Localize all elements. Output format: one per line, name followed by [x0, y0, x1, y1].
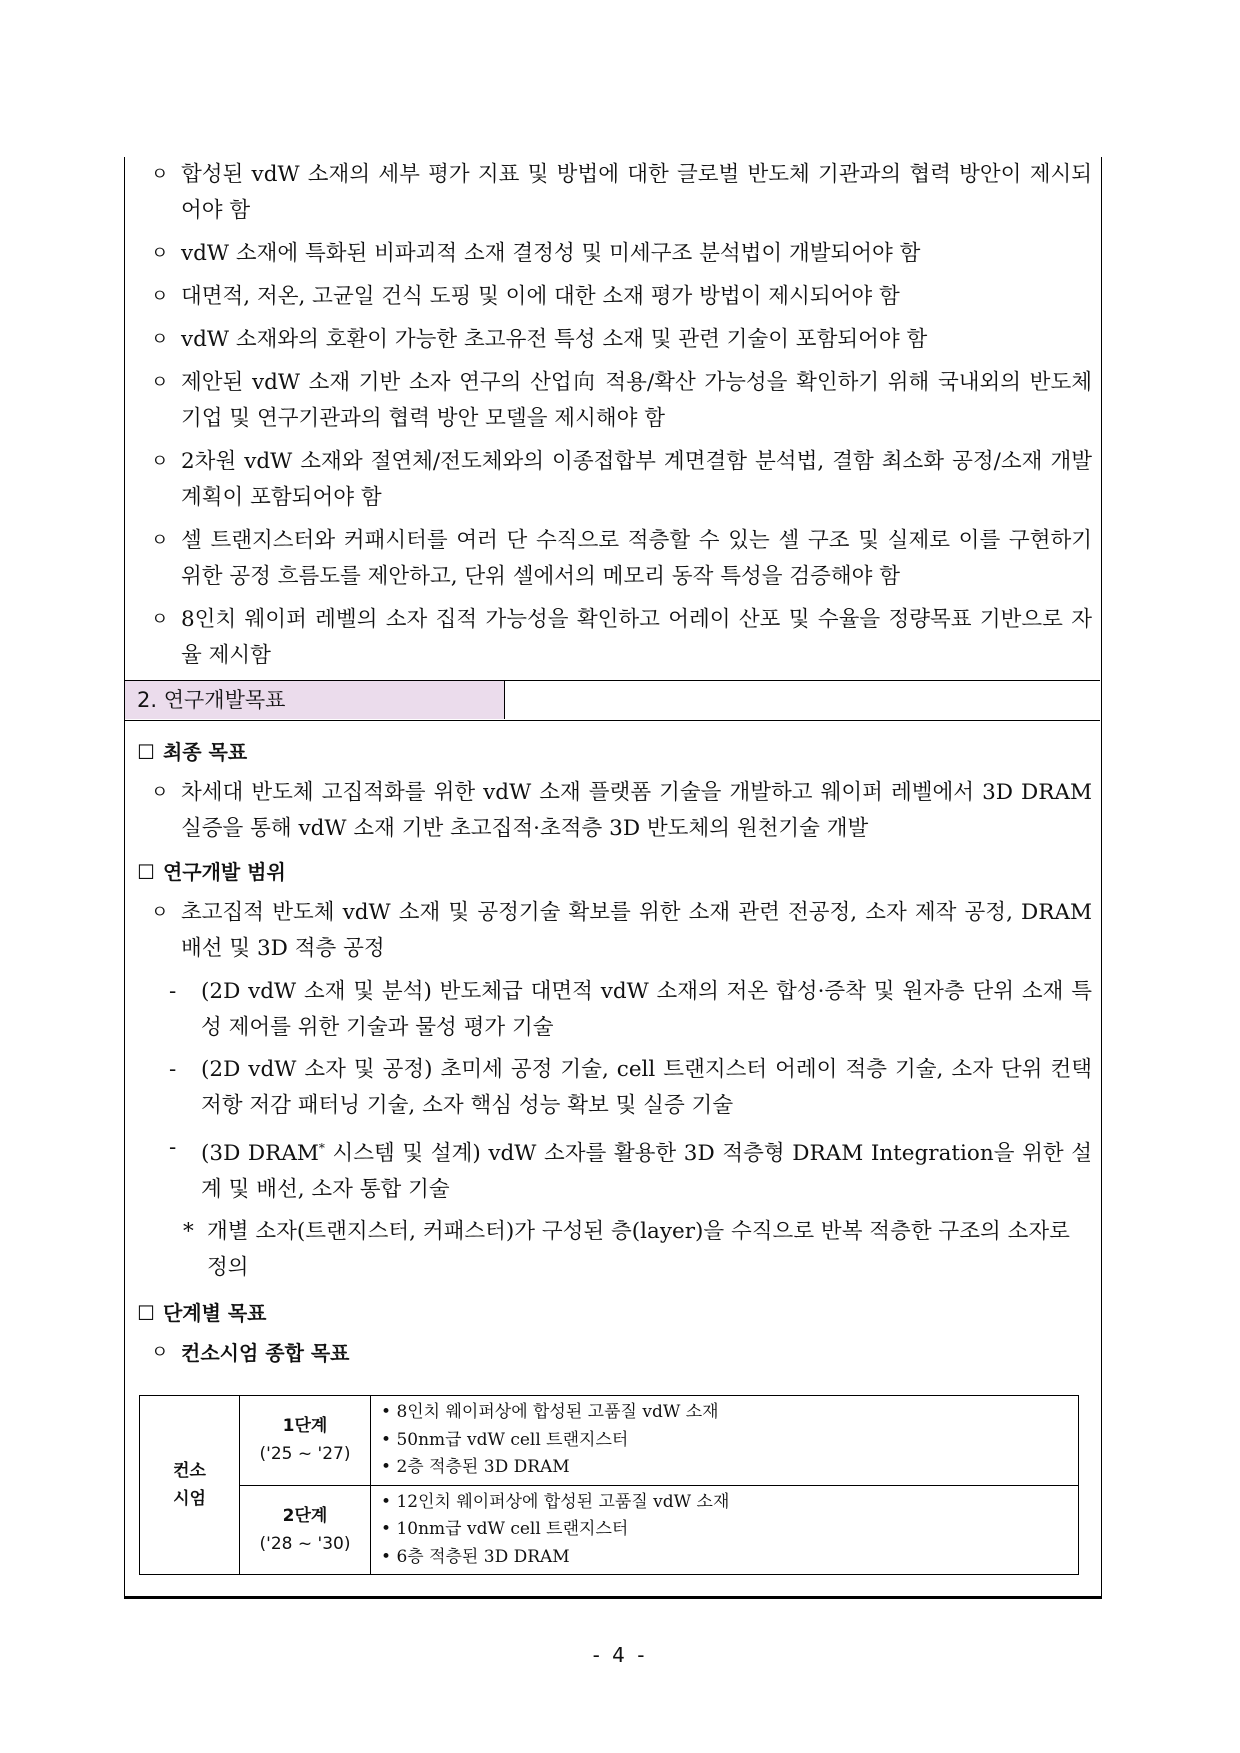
- requirements-list: [125, 157, 1100, 681]
- bullet-icon: ㅇ: [151, 372, 169, 393]
- checkbox-icon: ☐: [137, 860, 155, 884]
- bullet-icon: ㅇ: [151, 530, 169, 551]
- bullet-icon: ㅇ: [151, 609, 169, 630]
- document-frame: [124, 157, 1102, 1599]
- rd-goals-section: [125, 735, 1100, 1378]
- scope-heading: ☐ 연구개발 범위: [137, 860, 286, 884]
- section-header-blank: [505, 681, 1100, 719]
- list-item: ㅇ 대면적, 저온, 고균일 건식 도핑 및 이에 대한 소재 평가 방법이 제시되어야 함: [125, 279, 1100, 315]
- bullet-icon: ㅇ: [151, 329, 169, 350]
- final-goal-heading: ☐ 최종 목표: [137, 740, 248, 764]
- scope-sub-item: - (2D vdW 소재 및 분석) 반도체급 대면적 vdW 소재의 저온 합성·증착 및 원자층 단위 소재 특성 제어를 위한 기술과 물성 평가 기술: [169, 979, 1092, 1040]
- bullet-icon: ㅇ: [151, 451, 169, 472]
- stage1-cell: 1단계 ('25 ~ '27): [240, 1396, 371, 1486]
- list-item: ㅇ vdW 소재에 특화된 비파괴적 소재 결정성 및 미세구조 분석법이 개발되어야 함: [125, 236, 1100, 272]
- section-title: 2. 연구개발목표: [125, 681, 505, 719]
- list-item: • 10nm급 vdW cell 트랜지스터: [381, 1519, 629, 1539]
- list-item: • 6층 적층된 3D DRAM: [381, 1546, 570, 1567]
- list-item: ㅇ 2차원 vdW 소재와 절연체/전도체와의 이종접합부 계면결함 분석법, 결함 최소화 공정/소재 개발 계획이 포함되어야 함: [125, 444, 1100, 516]
- scope-sub-item: - (2D vdW 소자 및 공정) 초미세 공정 기술, cell 트랜지스터 어레이 적층 기술, 소자 단위 컨택 저항 저감 패터닝 기술, 소자 핵심 성능 확보 및 실증 기술: [169, 1057, 1092, 1118]
- bullet-icon: ㅇ: [151, 286, 169, 307]
- bullet-icon: ㅇ: [151, 1342, 169, 1364]
- bullet-icon: ㅇ: [151, 902, 169, 923]
- list-item: • 50nm급 vdW cell 트랜지스터: [381, 1429, 629, 1450]
- bullet-icon: ㅇ: [151, 243, 169, 264]
- list-item: ㅇ 제안된 vdW 소재 기반 소자 연구의 산업向 적용/확산 가능성을 확인하기 위해 국내외의 반도체 기업 및 연구기관과의 협력 방안 모델을 제시해야 함: [125, 365, 1100, 437]
- table-row: [140, 1396, 1079, 1486]
- list-item: • 8인치 웨이퍼상에 합성된 고품질 vdW 소재: [381, 1402, 719, 1422]
- footnote: * 개별 소자(트랜지스터, 커패스터)가 구성된 층(layer)을 수직으로 반복 적층한 구조의 소자로 정의: [183, 1219, 1070, 1281]
- bullet-icon: ㅇ: [151, 164, 169, 185]
- page-number: - 4 -: [592, 1643, 648, 1667]
- list-item: • 12인치 웨이퍼상에 합성된 고품질 vdW 소재: [381, 1491, 730, 1512]
- bullet-icon: ㅇ: [151, 782, 169, 803]
- table-row: [140, 1485, 1079, 1575]
- stage-goal-table: [139, 1395, 1079, 1575]
- list-item: ㅇ vdW 소재와의 호환이 가능한 초고유전 특성 소재 및 관련 기술이 포함되어야 함: [125, 322, 1100, 358]
- stage2-cell: 2단계 ('28 ~ '30): [240, 1485, 371, 1575]
- list-item: ㅇ 8인치 웨이퍼 레벨의 소자 집적 가능성을 확인하고 어레이 산포 및 수율을 정량목표 기반으로 자율 제시함: [125, 602, 1100, 674]
- consortium-cell: 컨소 시엄: [140, 1396, 240, 1575]
- list-item: • 2층 적층된 3D DRAM: [381, 1457, 570, 1477]
- section-header-row: [125, 680, 1100, 721]
- consortium-goal-subheading: ㅇ 컨소시엄 종합 목표: [125, 1336, 1100, 1370]
- stage-goal-heading: ☐ 단계별 목표: [137, 1301, 267, 1326]
- scope-sub-item: - (3D DRAM* 시스템 및 설계) vdW 소자를 활용한 3D 적층형 DRAM Integration을 위한 설계 및 배선, 소자 통합 기술: [169, 1135, 1092, 1203]
- checkbox-icon: ☐: [137, 1301, 155, 1326]
- final-goal-text: ㅇ 차세대 반도체 고집적화를 위한 vdW 소재 플랫폼 기술을 개발하고 웨이퍼 레벨에서 3D DRAM 실증을 통해 vdW 소재 기반 초고집적·초적층 3D 반도체의 원천기술 개발: [125, 775, 1100, 847]
- scope-text: ㅇ 초고집적 반도체 vdW 소재 및 공정기술 확보를 위한 소재 관련 전공정, 소자 제작 공정, DRAM 배선 및 3D 적층 공정: [125, 895, 1100, 967]
- checkbox-icon: ☐: [137, 740, 155, 764]
- list-item: ㅇ 셀 트랜지스터와 커패시터를 여러 단 수직으로 적층할 수 있는 셀 구조 및 실제로 이를 구현하기 위한 공정 흐름도를 제안하고, 단위 셀에서의 메모리 동작 특성을 검증해야 함: [125, 523, 1100, 595]
- stage2-items: [371, 1485, 1079, 1575]
- list-item: ㅇ 합성된 vdW 소재의 세부 평가 지표 및 방법에 대한 글로벌 반도체 기관과의 협력 방안이 제시되어야 함: [125, 157, 1100, 229]
- stage1-items: [371, 1396, 1079, 1486]
